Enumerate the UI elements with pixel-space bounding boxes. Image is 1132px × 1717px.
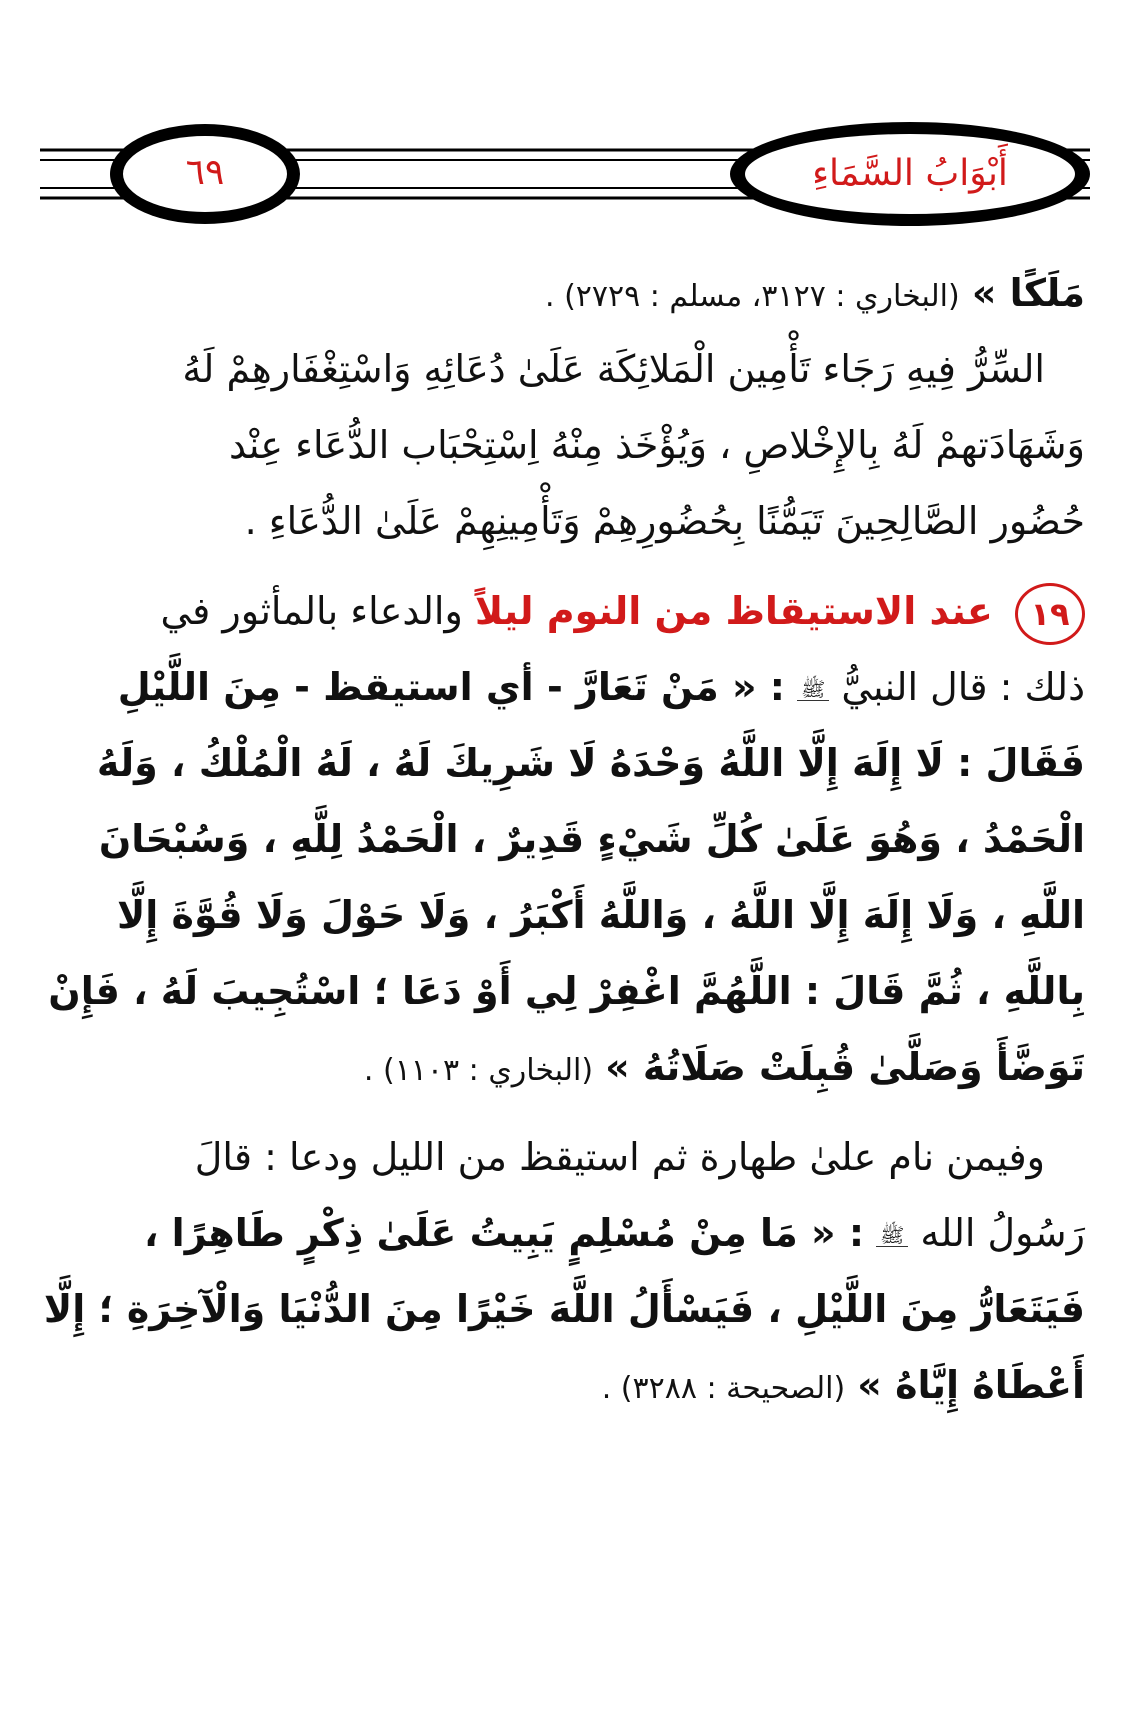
text-line xyxy=(45,649,1085,725)
section-number-badge: ١٩ xyxy=(1015,583,1085,645)
hadith-reference: (البخاري : ٣١٢٧، مسلم : ٢٧٢٩) . xyxy=(545,279,960,314)
section-heading xyxy=(45,573,1085,649)
text-line xyxy=(45,255,1085,331)
section-title-continuation: والدعاء بالمأثور في xyxy=(160,589,463,633)
narration-intro: رَسُولُ الله xyxy=(920,1211,1085,1255)
hadith-reference: (البخاري : ١١٠٣) . xyxy=(363,1053,594,1088)
page-number: ٦٩ xyxy=(185,152,225,193)
hadith-line: فَيَتَعَارُّ مِنَ اللَّيْلِ ، فَيَسْأَلُ اللَّهَ خَيْرًا مِنَ الدُّنْيَا وَالْآخِرَةِ ؛ إِلَّا xyxy=(43,1287,1085,1331)
chapter-title: أَبْوَابُ السَّمَاءِ xyxy=(812,153,1008,194)
page-content xyxy=(45,255,1085,1423)
text-line: حُضُور الصَّالِحِينَ تَيَمُّنًا بِحُضُورِهِمْ وَتَأْمِينِهِمْ عَلَىٰ الدُّعَاءِ . xyxy=(244,499,1085,543)
hadith-ending: تَوَضَّأَ وَصَلَّىٰ قُبِلَتْ صَلَاتُهُ » xyxy=(605,1045,1085,1089)
text-line: وفيمن نام علىٰ طهارة ثم استيقظ من الليل ودعا : قالَ xyxy=(194,1135,1045,1179)
text-line xyxy=(45,1195,1085,1271)
hadith-ending: أَعْطَاهُ إِيَّاهُ » xyxy=(857,1363,1085,1407)
hadith-line: بِاللَّهِ ، ثُمَّ قَالَ : اللَّهُمَّ اغْفِرْ لِي أَوْ دَعَا ؛ اسْتُجِيبَ لَهُ ، فَإِنْ xyxy=(48,969,1085,1013)
salawat-glyph: ﷺ xyxy=(797,678,829,701)
section-title: عند الاستيقاظ من النوم ليلاً xyxy=(474,589,993,633)
hadith-text: : « مَنْ تَعَارَّ - أي استيقظ - مِنَ اللَّيْلِ xyxy=(117,665,785,709)
hadith-line: فَقَالَ : لَا إِلَهَ إِلَّا اللَّهُ وَحْدَهُ لَا شَرِيكَ لَهُ ، لَهُ الْمُلْكُ ، وَلَهُ xyxy=(96,741,1085,785)
hadith-reference: (الصحيحة : ٣٢٨٨) . xyxy=(601,1371,846,1406)
page-header xyxy=(40,120,1090,230)
hadith-line: الْحَمْدُ ، وَهُوَ عَلَىٰ كُلِّ شَيْءٍ قَدِيرٌ ، الْحَمْدُ لِلَّهِ ، وَسُبْحَانَ xyxy=(98,817,1085,861)
hadith-line: اللَّهِ ، وَلَا إِلَهَ إِلَّا اللَّهُ ، وَاللَّهُ أَكْبَرُ ، وَلَا حَوْلَ وَلَا قُوَّةَ إِلَّا xyxy=(116,893,1085,937)
text-line xyxy=(45,1029,1085,1105)
quote-ending: مَلَكًا » xyxy=(971,271,1085,315)
hadith-text: : « مَا مِنْ مُسْلِمٍ يَبِيتُ عَلَىٰ ذِكْرٍ طَاهِرًا ، xyxy=(144,1211,865,1255)
text-line: وَشَهَادَتهمْ لَهُ بِالإِخْلاصِ ، وَيُؤْخَذ مِنْهُ اِسْتِحْبَاب الدُّعَاء عِنْد xyxy=(228,423,1085,467)
narration-intro: ذلك : قال النبيُّ xyxy=(841,665,1085,709)
salawat-glyph: ﷺ xyxy=(876,1224,908,1247)
text-line: السِّرُّ فِيهِ رَجَاء تَأْمِين الْمَلائِكَة عَلَىٰ دُعَائِهِ وَاسْتِغْفَارهِمْ لَهُ xyxy=(182,347,1045,391)
text-line xyxy=(45,1347,1085,1423)
